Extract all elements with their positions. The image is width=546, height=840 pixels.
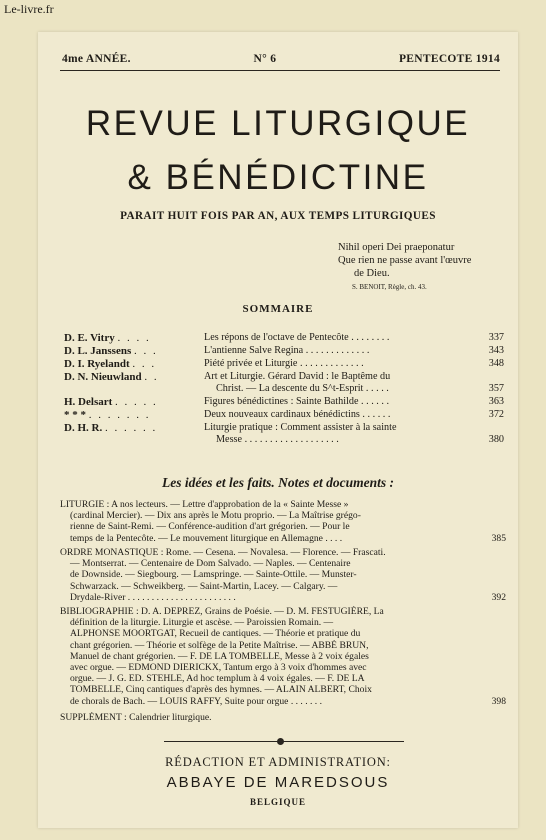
toc-author: * * * . . . . . . . xyxy=(64,408,151,421)
notes-line: ORDRE MONASTIQUE : Rome. — Cesena. — Novalesa. — Florence. — Frascati. xyxy=(60,547,386,558)
issue-number: N° 6 xyxy=(253,53,277,65)
toc-entry xyxy=(64,396,504,408)
toc-page: 348 xyxy=(488,357,504,369)
toc-title: Deux nouveaux cardinaux bénédictins . . . . . . xyxy=(204,408,391,420)
notes-line: de chorals de Bach. — LOUIS RAFFY, Suite pour orgue . . . . . . . xyxy=(70,695,322,707)
motto-latin: Nihil operi Dei praeponatur xyxy=(338,242,455,253)
toc-title: Art et Liturgie. Gérard David : le Baptême du xyxy=(204,370,391,382)
toc-entry xyxy=(64,371,504,396)
toc-page: 372 xyxy=(488,408,504,420)
notes-line: orgue. — J. G. ED. STEHLE, Ad hoc templum à 4 voix égales. — F. DE LA xyxy=(70,673,365,685)
toc-title: Piété privée et Liturgie . . . . . . . . . . . . . xyxy=(204,357,364,369)
ideas-heading: Les idées et les faits. Notes et documents : xyxy=(161,475,395,490)
watermark: Le-livre.fr xyxy=(4,2,54,16)
toc-page: 363 xyxy=(488,396,504,408)
notes-paragraph xyxy=(60,547,506,603)
notes-line: Schwarzack. — Schweikberg. — Saint-Martin, Lacey. — Calgary. — xyxy=(70,580,338,592)
motto-french-cont: de Dieu. xyxy=(354,268,390,279)
motto-french: Que rien ne passe avant l'œuvre xyxy=(338,255,472,266)
notes-line: LITURGIE : A nos lecteurs. — Lettre d'approbation de la « Sainte Messe » xyxy=(60,499,349,510)
notes-line: de Downside. — Siegbourg. — Lamspringe. — Sainte-Ottile. — Munster- xyxy=(70,569,357,581)
toc-author: D. L. Janssens . . . xyxy=(64,344,158,357)
toc-entry xyxy=(64,358,504,370)
toc-entry xyxy=(64,332,504,344)
notes-line: ALPHONSE MOORTGAT, Recueil de cantiques. — Théorie et pratique du xyxy=(70,628,361,640)
toc-title-cont: Christ. — La descente du S^t-Esprit . . . . . xyxy=(216,383,389,395)
issue-date: PENTECOTE 1914 xyxy=(398,53,500,65)
toc-page: 343 xyxy=(488,344,504,356)
notes-liturgie xyxy=(60,499,506,544)
notes-supplement xyxy=(60,712,506,723)
toc-title-cont: Messe . . . . . . . . . . . . . . . . . . . xyxy=(216,434,339,446)
notes-paragraph xyxy=(60,606,506,707)
toc-title: Figures bénédictines : Sainte Bathilde . . . . . . xyxy=(204,396,390,408)
journal-title-line2: & BÉNÉDICTINE xyxy=(127,158,429,197)
issue-year: 4me ANNÉE. xyxy=(62,53,131,65)
motto-source: S. BENOIT, Règle, ch. 43. xyxy=(352,283,427,291)
notes-line: — Montserrat. — Centenaire de Dom Salvado. — Naples. — Centenaire xyxy=(70,558,351,570)
header-rule xyxy=(60,70,500,71)
notes-line: temps de la Pentecôte. — Le mouvement liturgique en Allemagne . . . . xyxy=(70,532,343,544)
motto xyxy=(338,241,471,294)
notes-line: BIBLIOGRAPHIE : D. A. DEPREZ, Grains de Poésie. — D. M. FESTUGIÈRE, La xyxy=(60,606,384,617)
notes-page: 385 xyxy=(491,532,506,544)
toc-title: Les répons de l'octave de Pentecôte . . . . . . . . xyxy=(204,332,390,343)
redaction-label: RÉDACTION ET ADMINISTRATION: xyxy=(165,755,391,769)
toc-author: H. Delsart . . . . . xyxy=(64,396,158,409)
publisher-country: BELGIQUE xyxy=(249,797,306,807)
toc-page: 380 xyxy=(488,434,504,446)
journal-subtitle: PARAIT HUIT FOIS PAR AN, AUX TEMPS LITURGIQUES xyxy=(120,210,436,222)
toc-entry xyxy=(64,422,504,447)
notes-ordre-monastique xyxy=(60,547,506,603)
notes-page: 398 xyxy=(491,695,506,707)
toc-author: D. N. Nieuwland . . xyxy=(64,370,159,383)
sommaire-heading: SOMMAIRE xyxy=(242,303,314,315)
notes-line: TOMBELLE, Cinq cantiques d'après des hymnes. — ALAIN ALBERT, Choix xyxy=(70,684,372,696)
toc-title: Liturgie pratique : Comment assister à la sainte xyxy=(204,421,397,433)
notes-line: rienne de Saint-Remi. — Conférence-audition d'art grégorien. — Pour le xyxy=(70,521,350,533)
issue-header xyxy=(62,53,500,65)
publisher-name: ABBAYE DE MAREDSOUS xyxy=(166,774,390,791)
notes-line: (cardinal Mercier). — Dix ans après le Motu proprio. — La Maîtrise grégo- xyxy=(70,510,361,522)
toc-author: D. E. Vitry . . . . xyxy=(64,332,151,344)
notes-line: avec orgue. — EDMOND DIERICKX, Tantum ergo à 3 voix d'hommes avec xyxy=(70,662,367,674)
notes-line: Manuel de chant grégorien. — F. DE LA TOMBELLE, Messe à 2 voix égales xyxy=(70,650,369,662)
toc-entry xyxy=(64,345,504,357)
notes-paragraph xyxy=(60,499,506,544)
toc-entry xyxy=(64,409,504,421)
notes-bibliographie xyxy=(60,606,506,707)
journal-cover xyxy=(38,32,518,828)
toc-page: 337 xyxy=(488,332,504,343)
notes-page: 392 xyxy=(491,591,506,603)
toc-title: L'antienne Salve Regina . . . . . . . . . . . . . xyxy=(204,344,370,356)
notes-paragraph xyxy=(60,712,506,723)
ornament-dot-icon xyxy=(277,738,284,745)
notes-line: Drydale-River . . . . . . . . . . . . . . . . . . . . . . . xyxy=(70,591,236,603)
journal-title-line1: REVUE LITURGIQUE xyxy=(85,104,471,143)
toc-author: D. I. Ryelandt . . . xyxy=(64,357,157,370)
toc-author: D. H. R. . . . . . . xyxy=(64,421,158,434)
notes-line: chant grégorien. — Théorie et solfège de la Petite Maîtrise. — ABBÉ BRUN, xyxy=(70,639,369,651)
toc-page: 357 xyxy=(488,383,504,395)
table-of-contents xyxy=(64,332,504,447)
ornamental-rule xyxy=(164,737,404,747)
notes-line: définition de la liturgie. Liturgie et ascèse. — Paroissien Romain. — xyxy=(70,617,334,629)
notes-line: SUPPLÉMENT : Calendrier liturgique. xyxy=(60,712,212,723)
